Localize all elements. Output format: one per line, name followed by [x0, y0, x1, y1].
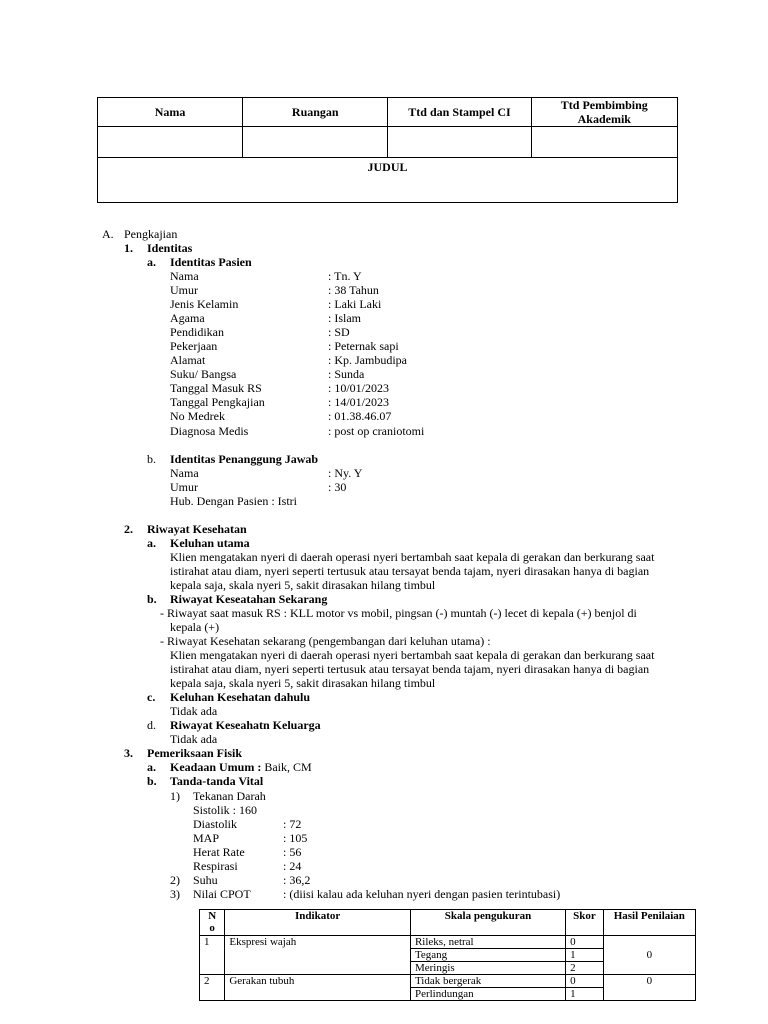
cpot-header-skala: Skala pengukuran: [410, 910, 565, 936]
pasien-value-pekerjaan: : Peternak sapi: [328, 339, 399, 353]
keluhan-utama-line-2: istirahat atau diam, nyeri seperti tertusuk atau tersayat benda tajam, nyeri dirasakan hanya di bagian: [170, 564, 650, 578]
cpot-cell-skala: Perlindungan: [410, 988, 565, 1001]
penanggung-hub: Hub. Dengan Pasien : Istri: [170, 494, 297, 508]
pasien-label-tgl-masuk: Tanggal Masuk RS: [170, 381, 262, 395]
td-value-map: : 105: [283, 831, 308, 845]
keluhan-dahulu-marker: c.: [147, 690, 156, 704]
pasien-value-pendidikan: : SD: [328, 325, 350, 339]
pasien-value-alamat: : Kp. Jambudipa: [328, 353, 407, 367]
cpot-cell-skala: Tidak bergerak: [410, 975, 565, 988]
cpot-header-skor: Skor: [566, 910, 604, 936]
suhu-marker: 2): [170, 873, 180, 887]
cpot-header-hasil: Hasil Penilaian: [603, 910, 695, 936]
identitas-pasien-title: Identitas Pasien: [170, 255, 252, 269]
identitas-marker: 1.: [124, 241, 133, 255]
riwayat-sekarang-text-2: istirahat atau diam, nyeri seperti tertusuk atau tersayat benda tajam, nyeri dirasakan hanya di bagian: [170, 662, 650, 676]
keadaan-umum-line: [170, 760, 312, 774]
cpot-label: Nilai CPOT: [193, 887, 251, 901]
pasien-label-jenis-kelamin: Jenis Kelamin: [170, 297, 239, 311]
riwayat-title: Riwayat Kesehatan: [147, 522, 247, 536]
cpot-cell-no: 2: [200, 975, 225, 1001]
table-row: [200, 936, 696, 949]
pasien-value-tgl-pengkajian: : 14/01/2023: [328, 395, 390, 409]
suhu-label: Suhu: [193, 873, 218, 887]
header-col-ttd-pembimbing-line1: Ttd Pembimbing: [560, 98, 648, 112]
header-table: [97, 97, 678, 203]
riwayat-keluarga-marker: d.: [147, 718, 156, 732]
riwayat-sekarang-text-1: Klien mengatakan nyeri di daerah operasi nyeri bertambah saat kepala di gerakan dan berkurang saat: [170, 648, 655, 662]
riwayat-sekarang-title: Riwayat Keseatahan Sekarang: [170, 592, 328, 606]
td-marker: 1): [170, 789, 180, 803]
pasien-value-jenis-kelamin: : Laki Laki: [328, 297, 382, 311]
pasien-label-tgl-pengkajian: Tanggal Pengkajian: [170, 395, 265, 409]
cpot-cell-indikator: Ekspresi wajah: [225, 936, 411, 975]
pasien-label-nama: Nama: [170, 269, 199, 283]
judul-cell: JUDUL: [98, 158, 678, 203]
header-col-ttd-pembimbing-line2: Akademik: [577, 112, 631, 126]
cell-nama-input: [98, 127, 243, 158]
cpot-cell-hasil: 0: [603, 975, 695, 1001]
cpot-value: : (diisi kalau ada keluhan nyeri dengan pasien terintubasi): [283, 887, 561, 901]
penanggung-marker: b.: [147, 452, 156, 466]
cpot-header-no-line2: o: [209, 922, 215, 934]
riwayat-marker: 2.: [124, 522, 133, 536]
riwayat-masuk-line-1: - Riwayat saat masuk RS : KLL motor vs mobil, pingsan (-) muntah (-) lecet di kepala (+) benjol di: [160, 606, 637, 620]
td-label-heart-rate: Herat Rate: [193, 845, 245, 859]
riwayat-masuk-line-2: kepala (+): [170, 620, 220, 634]
pasien-label-alamat: Alamat: [170, 353, 206, 367]
td-label-diastolik: Diastolik: [193, 817, 237, 831]
pasien-value-umur: : 38 Tahun: [328, 283, 379, 297]
keluhan-utama-marker: a.: [147, 536, 156, 550]
keluhan-utama-title: Keluhan utama: [170, 536, 250, 550]
cpot-cell-skor: 2: [566, 962, 604, 975]
td-title: Tekanan Darah: [193, 789, 266, 803]
penanggung-title: Identitas Penanggung Jawab: [170, 452, 319, 466]
section-a-marker: A.: [102, 227, 114, 241]
keadaan-umum-marker: a.: [147, 760, 156, 774]
cpot-header-no-line1: N: [208, 910, 217, 922]
cpot-cell-skala: Meringis: [410, 962, 565, 975]
pasien-value-nama: : Tn. Y: [328, 269, 362, 283]
pasien-value-medrek: : 01.38.46.07: [328, 409, 392, 423]
keluhan-utama-line-3: kepala saja, skala nyeri 5, sakit dirasakan hilang timbul: [170, 578, 436, 592]
td-value-heart-rate: : 56: [283, 845, 302, 859]
header-col-ruangan: Ruangan: [243, 98, 388, 127]
cpot-header-no: [200, 910, 225, 936]
cell-ruangan-input: [243, 127, 388, 158]
cpot-cell-skor: 1: [566, 949, 604, 962]
riwayat-sekarang-line: - Riwayat Kesehatan sekarang (pengembangan dari keluhan utama) :: [160, 634, 491, 648]
penanggung-label-nama: Nama: [170, 466, 199, 480]
cpot-table: [199, 909, 696, 1001]
cell-ttd-pembimbing-input: [531, 127, 677, 158]
cpot-cell-skala: Rileks, netral: [410, 936, 565, 949]
cell-ttd-ci-input: [388, 127, 531, 158]
td-value-respirasi: : 24: [283, 859, 302, 873]
table-row: [200, 975, 696, 988]
ttv-marker: b.: [147, 774, 157, 788]
td-label-map: MAP: [193, 831, 220, 845]
suhu-value: : 36,2: [283, 873, 311, 887]
ttv-title: Tanda-tanda Vital: [170, 774, 264, 788]
td-sistolik: Sistolik : 160: [193, 803, 258, 817]
penanggung-value-umur: : 30: [328, 480, 347, 494]
pasien-label-suku: Suku/ Bangsa: [170, 367, 237, 381]
cpot-cell-hasil: 0: [603, 936, 695, 975]
riwayat-sekarang-marker: b.: [147, 592, 157, 606]
cpot-cell-skor: 0: [566, 936, 604, 949]
cpot-cell-skor: 0: [566, 975, 604, 988]
header-col-ttd-ci: Ttd dan Stampel CI: [388, 98, 531, 127]
pasien-label-agama: Agama: [170, 311, 205, 325]
cpot-cell-no: 1: [200, 936, 225, 975]
penanggung-value-nama: : Ny. Y: [328, 466, 363, 480]
keadaan-umum-value: Baik, CM: [261, 760, 312, 774]
pemeriksaan-marker: 3.: [124, 746, 133, 760]
pasien-value-agama: : Islam: [328, 311, 361, 325]
pasien-value-suku: : Sunda: [328, 367, 365, 381]
pasien-label-umur: Umur: [170, 283, 198, 297]
header-col-nama: Nama: [98, 98, 243, 127]
pasien-label-pendidikan: Pendidikan: [170, 325, 224, 339]
identitas-title: Identitas: [147, 241, 193, 255]
pasien-label-pekerjaan: Pekerjaan: [170, 339, 218, 353]
identitas-pasien-marker: a.: [147, 255, 156, 269]
cpot-cell-skor: 1: [566, 988, 604, 1001]
penanggung-label-umur: Umur: [170, 480, 198, 494]
td-value-diastolik: : 72: [283, 817, 302, 831]
keluhan-utama-line-1: Klien mengatakan nyeri di daerah operasi nyeri bertambah saat kepala di gerakan dan berkurang saat: [170, 550, 655, 564]
pasien-value-diagnosa: : post op craniotomi: [328, 424, 425, 438]
keadaan-umum-title: Keadaan Umum :: [170, 760, 262, 774]
header-col-ttd-pembimbing: [531, 98, 677, 127]
cpot-header-indikator: Indikator: [225, 910, 411, 936]
cpot-marker: 3): [170, 887, 180, 901]
pasien-label-diagnosa: Diagnosa Medis: [170, 424, 249, 438]
keluhan-dahulu-title: Keluhan Kesehatan dahulu: [170, 690, 311, 704]
riwayat-keluarga-value: Tidak ada: [170, 732, 218, 746]
section-a-title: Pengkajian: [124, 227, 178, 241]
riwayat-sekarang-text-3: kepala saja, skala nyeri 5, sakit dirasakan hilang timbul: [170, 676, 436, 690]
keluhan-dahulu-value: Tidak ada: [170, 704, 218, 718]
td-label-respirasi: Respirasi: [193, 859, 238, 873]
pasien-label-medrek: No Medrek: [170, 409, 225, 423]
cpot-cell-indikator: Gerakan tubuh: [225, 975, 411, 1001]
pemeriksaan-title: Pemeriksaan Fisik: [147, 746, 242, 760]
cpot-cell-skala: Tegang: [410, 949, 565, 962]
riwayat-keluarga-title: Riwayat Keseahatn Keluarga: [170, 718, 321, 732]
pasien-value-tgl-masuk: : 10/01/2023: [328, 381, 390, 395]
